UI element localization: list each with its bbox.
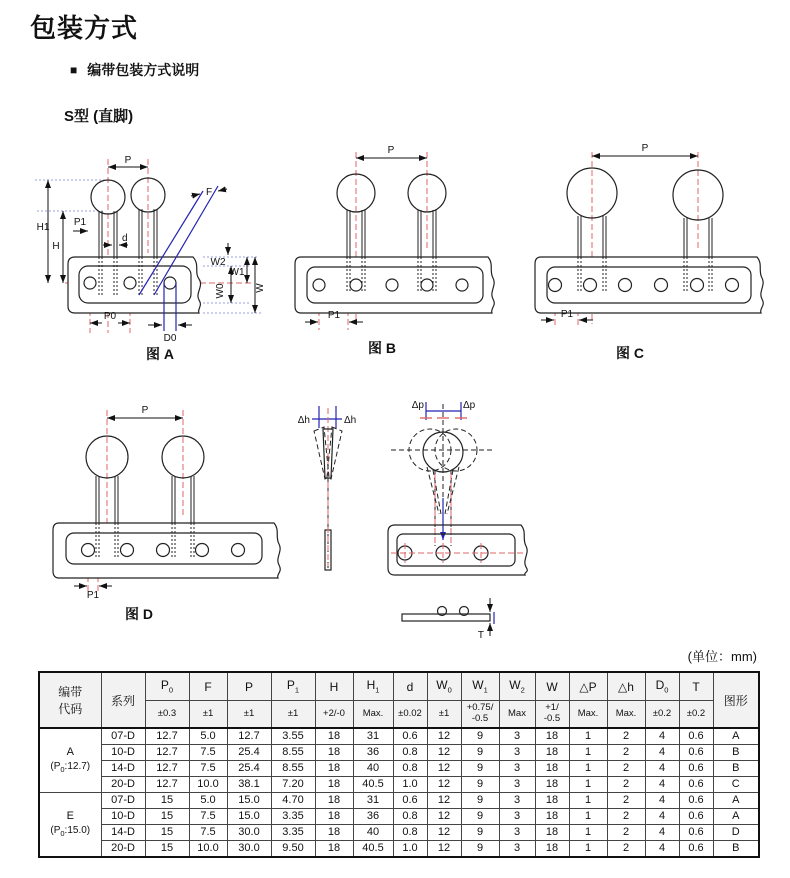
table-row — [39, 777, 759, 793]
carrier-tape — [535, 257, 763, 313]
table-cell-value: 12.7 — [145, 728, 189, 745]
table-cell-shape: B — [713, 841, 759, 858]
table-cell-value: 0.6 — [679, 745, 713, 761]
table-cell-value: 40 — [353, 825, 393, 841]
table-cell-value: 18 — [535, 728, 569, 745]
table-cell-value: 1 — [569, 841, 607, 858]
table-cell-value: 1 — [569, 728, 607, 745]
table-tol-header-11: Max. — [569, 701, 607, 729]
table-cell-series: 07-D — [101, 728, 145, 745]
dim-label-p1: P1 — [560, 309, 574, 320]
table-body — [39, 728, 759, 857]
table-cell-value: 2 — [607, 841, 645, 858]
table-col-header-1: F — [189, 672, 227, 701]
dim-label-h: H — [52, 241, 60, 252]
table-cell-value: 18 — [535, 793, 569, 809]
table-cell-value: 30.0 — [227, 841, 271, 858]
table-col-header-2: P — [227, 672, 271, 701]
table-col-header-12: △h — [607, 672, 645, 701]
table-cell-value: 3.55 — [271, 728, 315, 745]
table-cell-value: 40.5 — [353, 777, 393, 793]
table-cell-value: 3 — [499, 809, 535, 825]
table-cell-value: 1 — [569, 809, 607, 825]
dim-label-p0: P0 — [103, 311, 117, 322]
table-cell-value: 3 — [499, 777, 535, 793]
table-cell-value: 2 — [607, 745, 645, 761]
table-cell-value: 1 — [569, 761, 607, 777]
table-cell-value: 9 — [461, 745, 499, 761]
table-cell-value: 31 — [353, 793, 393, 809]
section-heading-label: 编带包装方式说明 — [87, 62, 200, 78]
table-col-header-code: 编带 代码 — [39, 672, 101, 728]
table-cell-value: 4 — [645, 825, 679, 841]
table-cell-value: 12.7 — [145, 777, 189, 793]
table-cell-value: 4 — [645, 809, 679, 825]
table-cell-value: 3 — [499, 728, 535, 745]
table-cell-value: 9 — [461, 793, 499, 809]
table-cell-value: 9.50 — [271, 841, 315, 858]
table-cell-value: 9 — [461, 809, 499, 825]
table-cell-value: 12 — [427, 809, 461, 825]
table-cell-value: 3 — [499, 745, 535, 761]
table-cell-value: 4.70 — [271, 793, 315, 809]
packing-table-wrap — [38, 671, 760, 858]
table-cell-value: 1.0 — [393, 777, 427, 793]
table-col-header-13: $D_0$ — [645, 672, 679, 701]
table-col-header-8: $W_1$ — [461, 672, 499, 701]
dim-label-w0: W0 — [215, 283, 226, 299]
figure-d-diagram — [50, 390, 312, 602]
table-cell-value: 8.55 — [271, 761, 315, 777]
table-cell-shape: A — [713, 809, 759, 825]
table-cell-value: 18 — [315, 809, 353, 825]
table-tol-header-14: ±0.2 — [679, 701, 713, 729]
table-cell-series: 14-D — [101, 825, 145, 841]
dim-label-p1: P1 — [86, 590, 100, 601]
carrier-tape — [68, 257, 201, 313]
table-cell-value: 4 — [645, 745, 679, 761]
table-cell-value: 9 — [461, 825, 499, 841]
figure-a-caption: 图 A — [146, 346, 174, 362]
table-cell-value: 25.4 — [227, 745, 271, 761]
dim-label-w2: W2 — [210, 257, 226, 268]
dim-label-d: d — [122, 233, 128, 244]
table-cell-value: 12 — [427, 745, 461, 761]
table-cell-value: 18 — [535, 761, 569, 777]
table-cell-value: 4 — [645, 841, 679, 858]
carrier-tape — [388, 525, 527, 575]
table-cell-value: 2 — [607, 777, 645, 793]
table-cell-series: 10-D — [101, 745, 145, 761]
figure-delta-h-diagram — [285, 398, 365, 580]
table-col-header-shape: 图形 — [713, 672, 759, 728]
table-cell-value: 18 — [315, 841, 353, 858]
table-cell-value: 7.5 — [189, 825, 227, 841]
delta-h-left-label: Δh — [297, 415, 310, 426]
table-cell-value: 12 — [427, 728, 461, 745]
table-cell-value: 3 — [499, 761, 535, 777]
table-cell-value: 12 — [427, 825, 461, 841]
figure-c-diagram — [515, 140, 787, 340]
table-cell-value: 10.0 — [189, 777, 227, 793]
table-cell-value: 7.5 — [189, 761, 227, 777]
table-cell-value: 15 — [145, 809, 189, 825]
table-cell-series: 10-D — [101, 809, 145, 825]
figure-a-diagram — [35, 145, 297, 345]
table-cell-value: 38.1 — [227, 777, 271, 793]
table-col-header-0: $P_0$ — [145, 672, 189, 701]
dimension-labels — [37, 155, 266, 344]
dim-label-p: P — [641, 143, 649, 154]
figure-delta-p-diagram — [383, 394, 545, 584]
table-cell-value: 5.0 — [189, 793, 227, 809]
table-tol-header-10: +1/ -0.5 — [535, 701, 569, 729]
dim-label-f: F — [205, 187, 213, 198]
table-tol-header-7: ±1 — [427, 701, 461, 729]
carrier-tape — [295, 257, 494, 313]
unit-note: (单位：mm) — [687, 649, 757, 664]
carrier-tape — [53, 523, 280, 578]
table-cell-value: 18 — [315, 745, 353, 761]
table-cell-value: 4 — [645, 761, 679, 777]
table-row — [39, 745, 759, 761]
table-cell-value: 30.0 — [227, 825, 271, 841]
table-tol-header-3: ±1 — [271, 701, 315, 729]
table-col-header-14: T — [679, 672, 713, 701]
table-col-header-5: $H_1$ — [353, 672, 393, 701]
table-tol-header-0: ±0.3 — [145, 701, 189, 729]
dim-label-p: P — [124, 155, 132, 166]
table-tol-header-8: +0.75/ -0.5 — [461, 701, 499, 729]
dim-label-d0: D0 — [163, 333, 177, 344]
table-cell-series: 20-D — [101, 777, 145, 793]
table-header-row-tolerances — [39, 701, 759, 729]
table-cell-value: 0.6 — [679, 841, 713, 858]
delta-h-right-label: Δh — [344, 415, 357, 426]
table-cell-value: 40 — [353, 761, 393, 777]
table-header — [39, 672, 759, 728]
table-cell-value: 3 — [499, 793, 535, 809]
table-cell-shape: D — [713, 825, 759, 841]
table-row — [39, 825, 759, 841]
table-cell-value: 7.5 — [189, 745, 227, 761]
table-cell-value: 18 — [535, 825, 569, 841]
delta-p-right-label: Δp — [463, 400, 476, 411]
table-cell-value: 0.6 — [679, 809, 713, 825]
table-cell-value: 1.0 — [393, 841, 427, 858]
delta-p-left-label: Δp — [411, 400, 424, 411]
table-tol-header-9: Max — [499, 701, 535, 729]
table-cell-series: 07-D — [101, 793, 145, 809]
table-cell-value: 2 — [607, 793, 645, 809]
table-cell-value: 31 — [353, 728, 393, 745]
table-cell-value: 18 — [315, 825, 353, 841]
table-cell-value: 4 — [645, 777, 679, 793]
table-row — [39, 841, 759, 858]
dim-label-t: T — [477, 630, 484, 640]
table-cell-value: 9 — [461, 728, 499, 745]
dim-label-w1: W1 — [229, 267, 245, 278]
figure-tape-thickness-diagram — [390, 594, 510, 640]
table-cell-value: 12 — [427, 841, 461, 858]
table-cell-value: 3 — [499, 825, 535, 841]
table-cell-value: 1 — [569, 825, 607, 841]
table-cell-value: 18 — [535, 809, 569, 825]
table-cell-value: 15 — [145, 825, 189, 841]
table-cell-value: 18 — [315, 777, 353, 793]
table-cell-value: 4 — [645, 728, 679, 745]
table-cell-shape: C — [713, 777, 759, 793]
table-cell-value: 36 — [353, 745, 393, 761]
table-cell-value: 15 — [145, 841, 189, 858]
table-tol-header-13: ±0.2 — [645, 701, 679, 729]
table-cell-value: 12 — [427, 777, 461, 793]
table-col-header-10: W — [535, 672, 569, 701]
table-cell-value: 0.8 — [393, 761, 427, 777]
table-cell-shape: B — [713, 761, 759, 777]
table-cell-value: 3 — [499, 841, 535, 858]
table-cell-value: 0.6 — [393, 793, 427, 809]
table-cell-series: 20-D — [101, 841, 145, 858]
table-cell-value: 18 — [535, 777, 569, 793]
dim-label-h1: H1 — [36, 222, 50, 233]
dim-label-p: P — [141, 405, 149, 416]
table-cell-value: 1 — [569, 745, 607, 761]
table-cell-shape: B — [713, 745, 759, 761]
table-cell-value: 0.8 — [393, 825, 427, 841]
dim-label-p1: P1 — [73, 217, 87, 228]
table-cell-value: 12.7 — [145, 745, 189, 761]
table-row — [39, 809, 759, 825]
table-cell-value: 9 — [461, 761, 499, 777]
table-cell-value: 7.5 — [189, 809, 227, 825]
table-cell-group-code: A $(P_0:12.7)$ — [39, 728, 101, 793]
section-heading — [70, 60, 199, 80]
table-cell-value: 5.0 — [189, 728, 227, 745]
table-tol-header-5: Max. — [353, 701, 393, 729]
table-cell-value: 15.0 — [227, 809, 271, 825]
table-cell-shape: A — [713, 728, 759, 745]
table-cell-value: 18 — [535, 841, 569, 858]
table-col-header-4: H — [315, 672, 353, 701]
table-col-header-9: $W_2$ — [499, 672, 535, 701]
dim-label-p1: P1 — [327, 310, 341, 321]
table-cell-value: 8.55 — [271, 745, 315, 761]
tolerance-lines — [312, 406, 342, 428]
subsection-heading: S型 (直脚) — [64, 108, 134, 125]
table-cell-value: 0.8 — [393, 745, 427, 761]
table-tol-header-4: +2/-0 — [315, 701, 353, 729]
table-cell-group-code: E $(P_0:15.0)$ — [39, 793, 101, 858]
table-cell-value: 12 — [427, 761, 461, 777]
table-cell-value: 9 — [461, 841, 499, 858]
table-cell-value: 9 — [461, 777, 499, 793]
table-cell-value: 18 — [315, 728, 353, 745]
table-cell-shape: A — [713, 793, 759, 809]
figure-b-caption: 图 B — [368, 340, 396, 356]
tolerance-labels — [412, 400, 476, 411]
figure-d-caption: 图 D — [125, 606, 153, 622]
table-tol-header-12: Max. — [607, 701, 645, 729]
table-cell-value: 7.20 — [271, 777, 315, 793]
table-cell-series: 14-D — [101, 761, 145, 777]
table-cell-value: 1 — [569, 777, 607, 793]
table-col-header-6: d — [393, 672, 427, 701]
table-cell-value: 10.0 — [189, 841, 227, 858]
tape-side-view — [402, 614, 490, 621]
table-cell-value: 0.6 — [679, 825, 713, 841]
table-col-header-11: △P — [569, 672, 607, 701]
table-cell-value: 2 — [607, 761, 645, 777]
table-cell-value: 1 — [569, 793, 607, 809]
packing-table — [38, 671, 760, 858]
dim-label-p: P — [387, 145, 395, 156]
table-cell-value: 18 — [315, 761, 353, 777]
table-row — [39, 761, 759, 777]
table-cell-value: 2 — [607, 809, 645, 825]
table-cell-value: 15.0 — [227, 793, 271, 809]
table-row — [39, 728, 759, 745]
table-cell-value: 0.6 — [679, 728, 713, 745]
table-cell-value: 12 — [427, 793, 461, 809]
figure-c-caption: 图 C — [616, 345, 644, 361]
table-cell-value: 0.6 — [679, 761, 713, 777]
table-tol-header-6: ±0.02 — [393, 701, 427, 729]
table-col-header-3: $P_1$ — [271, 672, 315, 701]
table-cell-value: 4 — [645, 793, 679, 809]
table-row — [39, 793, 759, 809]
table-cell-value: 12.7 — [145, 761, 189, 777]
table-cell-value: 18 — [535, 745, 569, 761]
table-col-header-series: 系列 — [101, 672, 145, 728]
table-cell-value: 2 — [607, 728, 645, 745]
table-col-header-7: $W_0$ — [427, 672, 461, 701]
table-cell-value: 12.7 — [227, 728, 271, 745]
table-cell-value: 2 — [607, 825, 645, 841]
page-title: 包装方式 — [30, 13, 139, 43]
table-cell-value: 25.4 — [227, 761, 271, 777]
table-cell-value: 36 — [353, 809, 393, 825]
dim-label-w: W — [255, 283, 266, 293]
table-cell-value: 3.35 — [271, 809, 315, 825]
tolerance-labels — [298, 415, 357, 426]
table-cell-value: 18 — [315, 793, 353, 809]
table-header-row-symbols — [39, 672, 759, 701]
table-tol-header-2: ±1 — [227, 701, 271, 729]
figure-b-diagram — [285, 140, 520, 336]
table-cell-value: 0.6 — [679, 793, 713, 809]
table-cell-value: 0.8 — [393, 809, 427, 825]
table-cell-value: 0.6 — [393, 728, 427, 745]
table-cell-value: 15 — [145, 793, 189, 809]
table-cell-value: 0.6 — [679, 777, 713, 793]
table-cell-value: 3.35 — [271, 825, 315, 841]
table-cell-value: 40.5 — [353, 841, 393, 858]
table-tol-header-1: ±1 — [189, 701, 227, 729]
bullet-square-icon: ■ — [70, 63, 78, 77]
